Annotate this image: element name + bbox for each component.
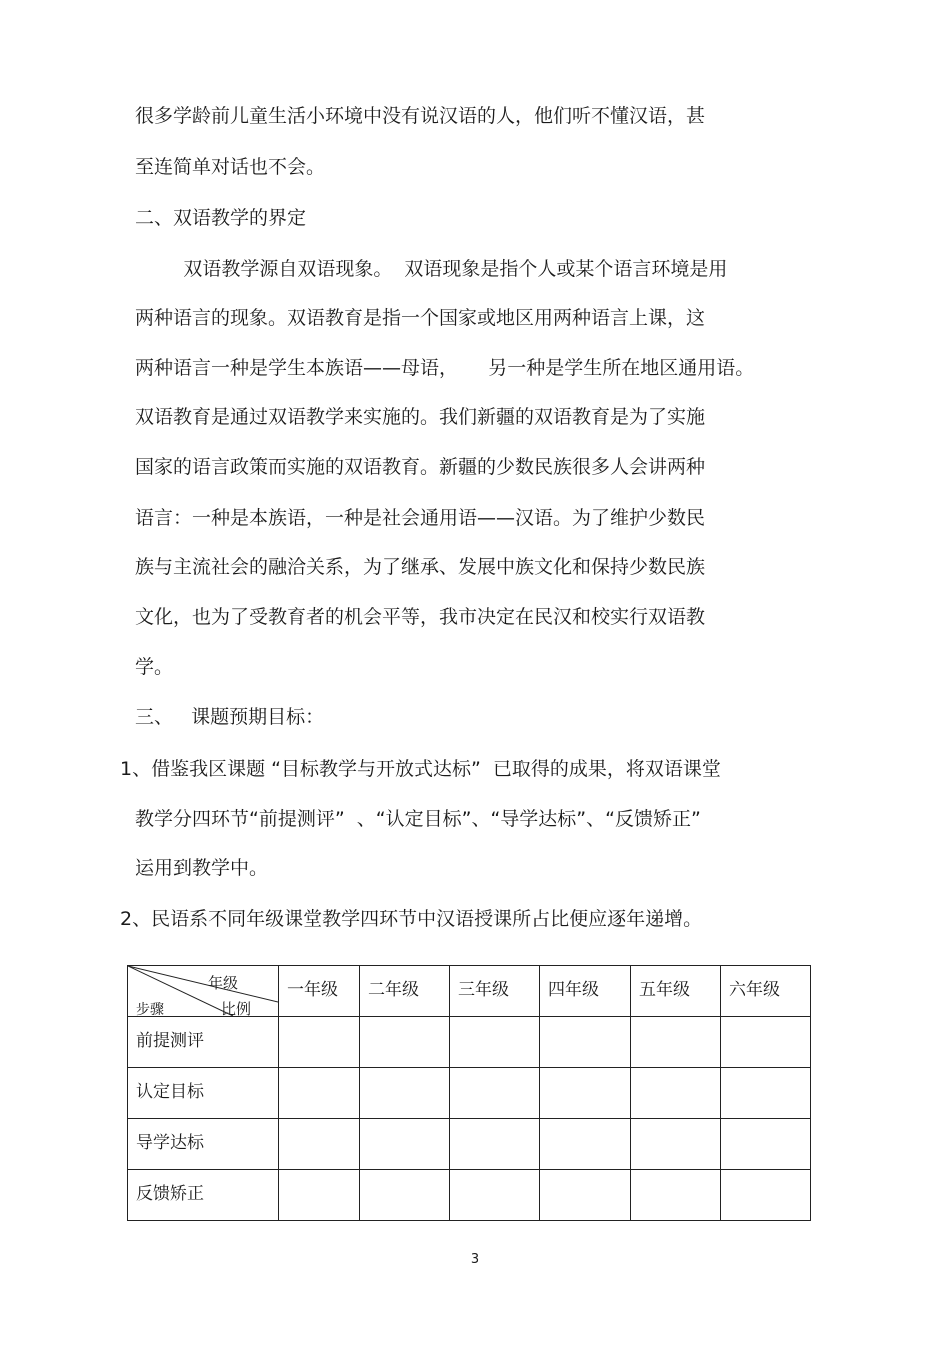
table-cell bbox=[540, 1170, 631, 1221]
list-item-line: 2、民语系不同年级课堂教学四环节中汉语授课所占比便应逐年递增。 bbox=[120, 908, 703, 930]
table-cell bbox=[360, 1017, 450, 1068]
table-row bbox=[128, 1119, 811, 1170]
table-cell bbox=[631, 1119, 721, 1170]
grade-header: 二年级 bbox=[360, 966, 450, 1017]
table-cell bbox=[540, 1068, 631, 1119]
table-cell bbox=[360, 1119, 450, 1170]
list-item-line: 运用到教学中。 bbox=[135, 857, 269, 879]
paragraph-line: 双语教育是通过双语教学来实施的。我们新疆的双语教育是为了实施 bbox=[135, 406, 706, 428]
page-number: 3 bbox=[470, 1252, 480, 1267]
ratio-table bbox=[127, 965, 811, 1221]
grade-header: 一年级 bbox=[279, 966, 360, 1017]
table-cell bbox=[279, 1017, 360, 1068]
table-cell bbox=[540, 1017, 631, 1068]
list-item-line: 1、借鉴我区课题 “目标教学与开放式达标” 已取得的成果，将双语课堂 bbox=[120, 758, 721, 780]
step-label-cell: 反馈矫正 bbox=[128, 1170, 279, 1221]
paragraph-line: 双语教学源自双语现象。 双语现象是指个人或某个语言环境是用 bbox=[135, 258, 728, 280]
table-cell bbox=[450, 1170, 540, 1221]
paragraph-line: 语言：一种是本族语，一种是社会通用语——汉语。为了维护少数民 bbox=[135, 507, 706, 529]
table-row bbox=[128, 1017, 811, 1068]
grade-header: 六年级 bbox=[721, 966, 811, 1017]
table-header-row bbox=[128, 966, 811, 1017]
step-label-cell: 认定目标 bbox=[128, 1068, 279, 1119]
paragraph-line: 很多学龄前儿童生活小环境中没有说汉语的人，他们听不懂汉语，甚 bbox=[135, 105, 706, 127]
grade-header: 四年级 bbox=[540, 966, 631, 1017]
paragraph-line: 至连简单对话也不会。 bbox=[135, 156, 326, 178]
table-row bbox=[128, 1068, 811, 1119]
table-row bbox=[128, 1170, 811, 1221]
table-cell bbox=[279, 1170, 360, 1221]
section-heading: 二、双语教学的界定 bbox=[135, 207, 307, 229]
table-corner-cell bbox=[128, 966, 279, 1017]
table-cell bbox=[450, 1068, 540, 1119]
table-cell bbox=[360, 1170, 450, 1221]
table-cell bbox=[721, 1170, 811, 1221]
list-item-line: 教学分四环节“前提测评” 、“认定目标”、“导学达标”、“反馈矫正” bbox=[135, 808, 701, 830]
step-label-cell: 前提测评 bbox=[128, 1017, 279, 1068]
table-cell bbox=[279, 1119, 360, 1170]
header-ratio-label: 比例 bbox=[221, 1000, 252, 1018]
table-cell bbox=[721, 1119, 811, 1170]
table-cell bbox=[450, 1017, 540, 1068]
table-cell bbox=[360, 1068, 450, 1119]
grade-header: 三年级 bbox=[450, 966, 540, 1017]
table-cell bbox=[721, 1068, 811, 1119]
header-step-label: 步骤 bbox=[136, 1002, 164, 1018]
table-cell bbox=[631, 1068, 721, 1119]
step-label-cell: 导学达标 bbox=[128, 1119, 279, 1170]
paragraph-line: 两种语言一种是学生本族语——母语， 另一种是学生所在地区通用语。 bbox=[135, 357, 755, 379]
grade-header: 五年级 bbox=[631, 966, 721, 1017]
table-cell bbox=[721, 1017, 811, 1068]
table-cell bbox=[450, 1119, 540, 1170]
header-year-label: 年级 bbox=[208, 974, 239, 992]
paragraph-line: 两种语言的现象。双语教育是指一个国家或地区用两种语言上课，这 bbox=[135, 307, 706, 329]
paragraph-line: 文化，也为了受教育者的机会平等，我市决定在民汉和校实行双语教 bbox=[135, 606, 706, 628]
table-cell bbox=[540, 1119, 631, 1170]
paragraph-line: 学。 bbox=[135, 656, 174, 678]
paragraph-line: 族与主流社会的融洽关系，为了继承、发展中族文化和保持少数民族 bbox=[135, 556, 706, 578]
paragraph-line: 国家的语言政策而实施的双语教育。新疆的少数民族很多人会讲两种 bbox=[135, 456, 706, 478]
section-heading: 三、 课题预期目标： bbox=[135, 706, 325, 728]
table-cell bbox=[631, 1017, 721, 1068]
table-cell bbox=[279, 1068, 360, 1119]
table-cell bbox=[631, 1170, 721, 1221]
